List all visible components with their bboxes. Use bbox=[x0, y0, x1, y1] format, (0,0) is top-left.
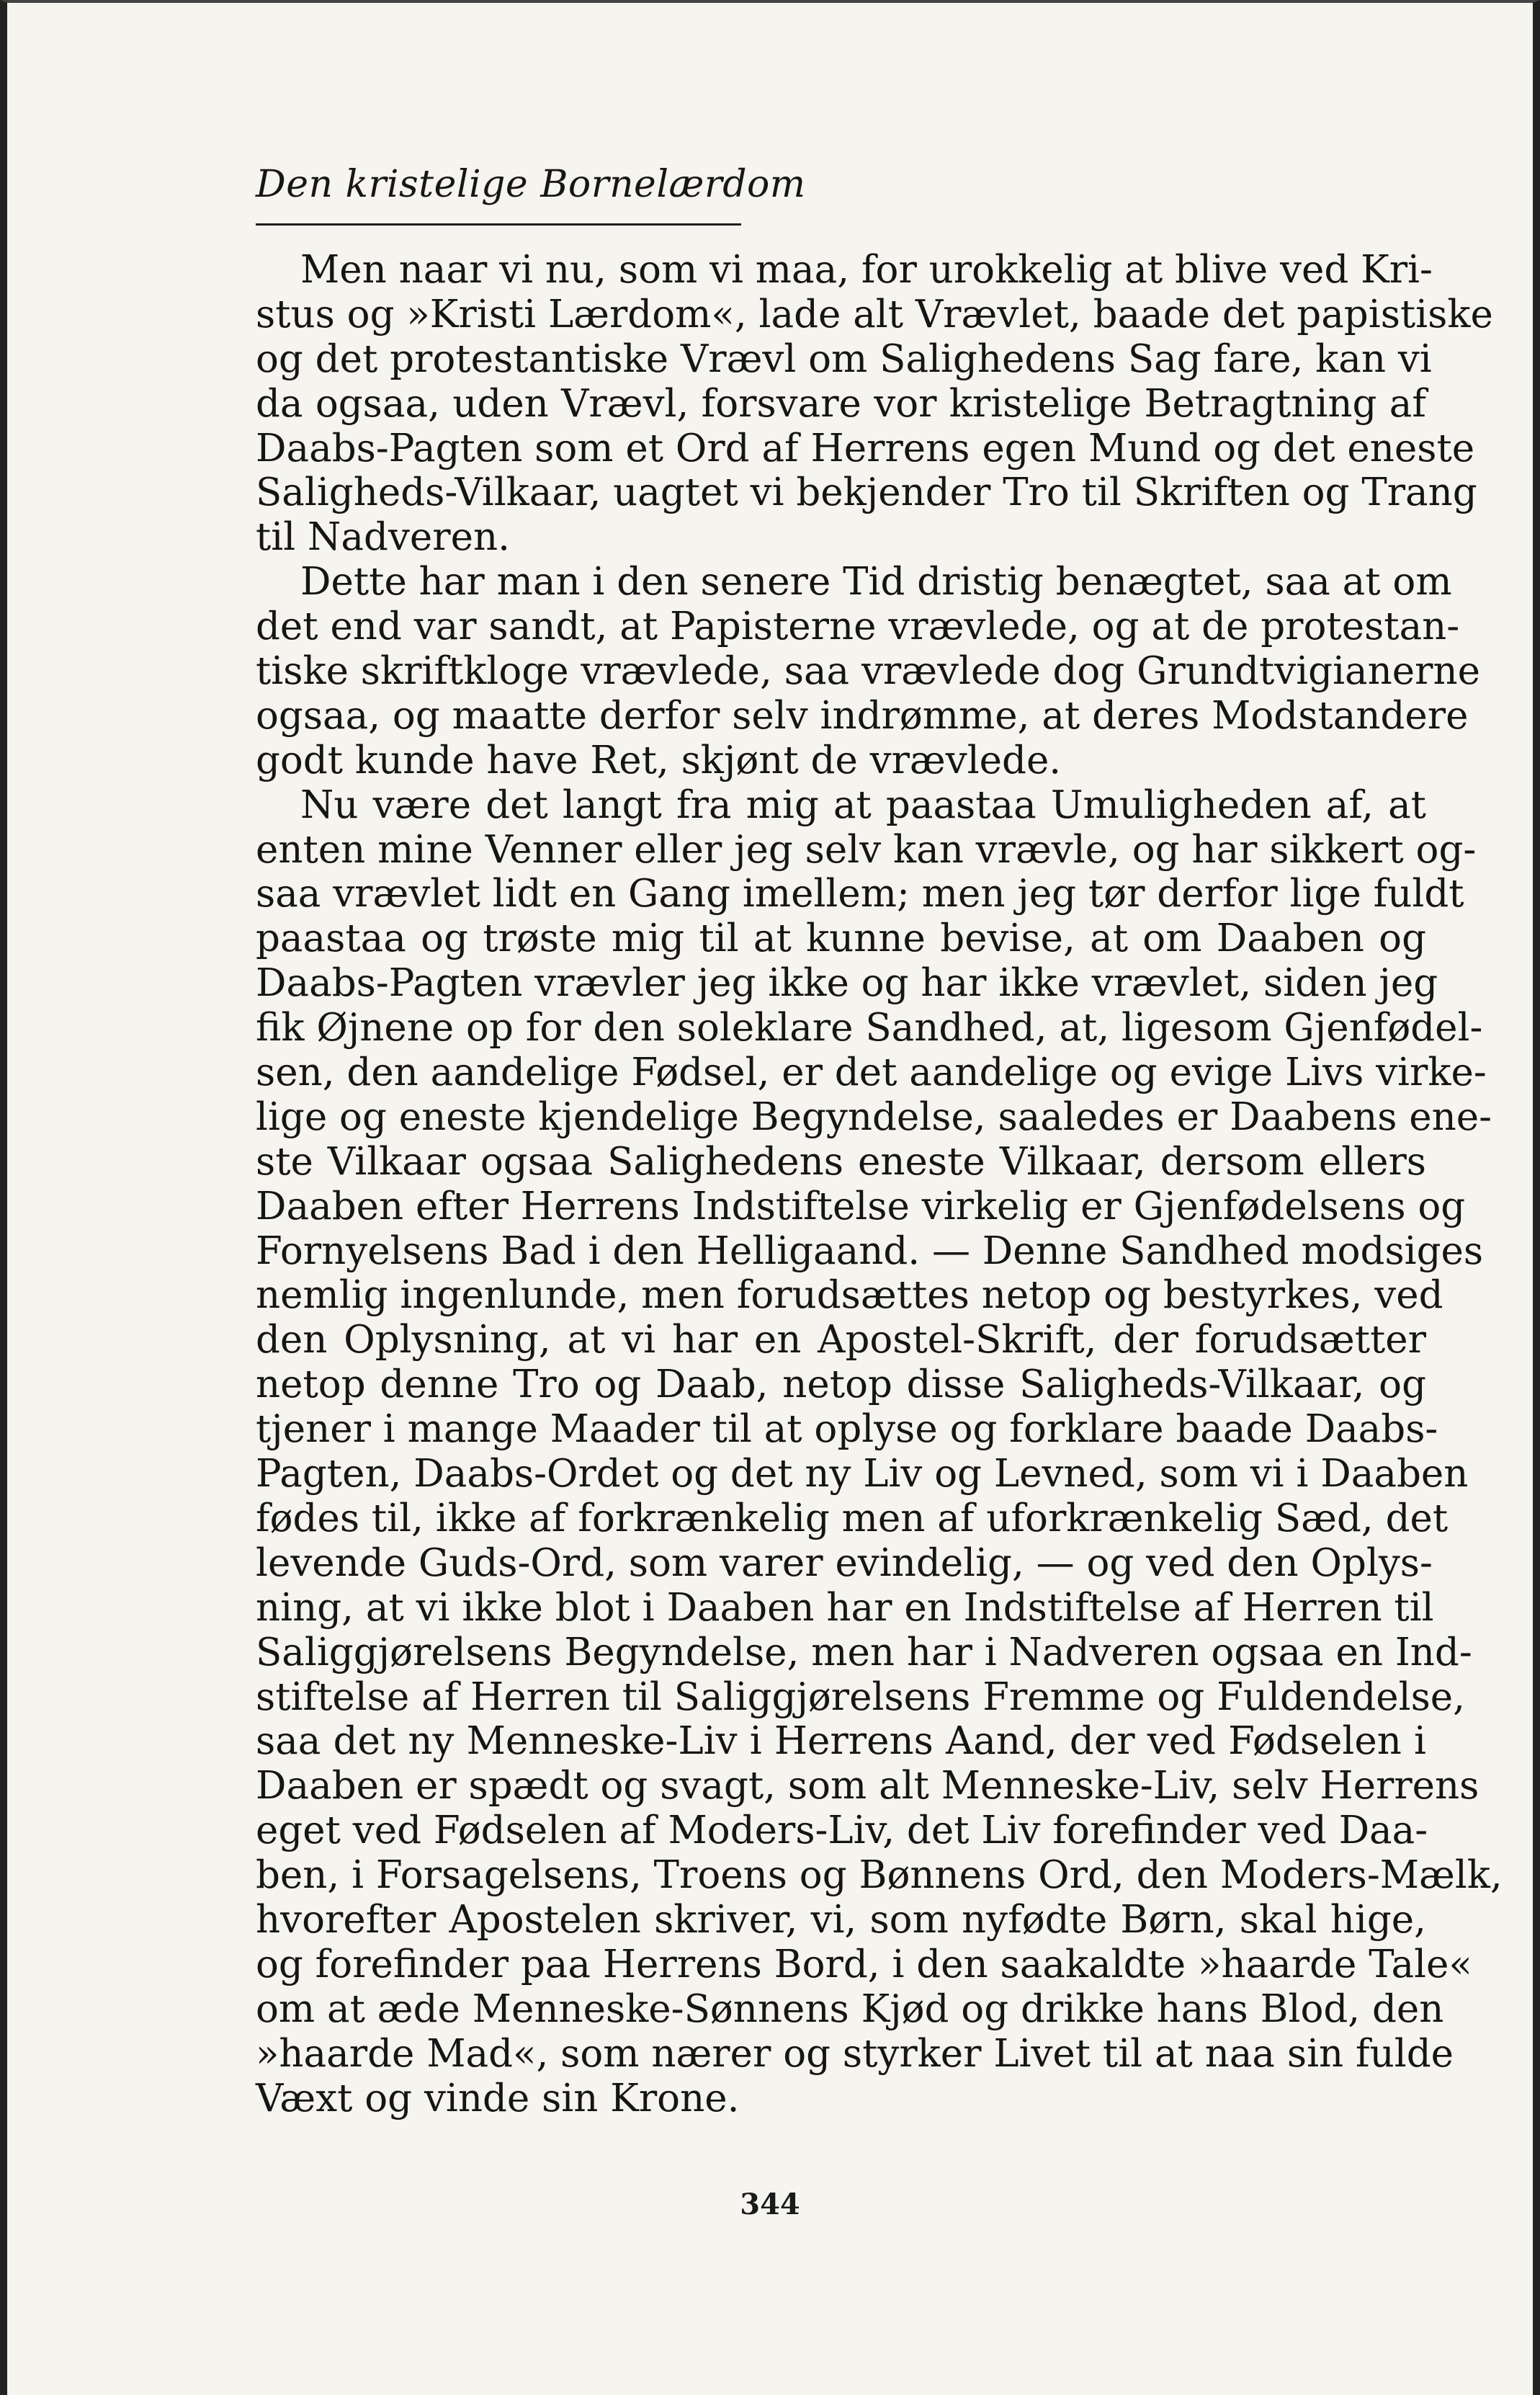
page-number: 344 bbox=[740, 2187, 800, 2221]
text-line: paastaa og trøste mig til at kunne bevise, at om Daaben og bbox=[256, 916, 1426, 961]
text-line: eget ved Fødselen af Moders-Liv, det Liv forefinder ved Daa- bbox=[256, 1808, 1428, 1853]
paragraph bbox=[256, 560, 1480, 782]
text-line: ning, at vi ikke blot i Daaben har en Indstiftelse af Herren til bbox=[256, 1585, 1434, 1630]
text-line: Fornyelsens Bad i den Helligaand. — Denne Sandhed modsiges bbox=[256, 1228, 1484, 1273]
text-line: ogsaa, og maatte derfor selv indrømme, at deres Modstandere bbox=[256, 693, 1469, 738]
text-line: ste Vilkaar ogsaa Salighedens eneste Vilkaar, dersom ellers bbox=[256, 1139, 1426, 1184]
text-line: det end var sandt, at Papisterne vrævlede, og at de protestan- bbox=[256, 605, 1460, 649]
text-line: Daaben er spædt og svagt, som alt Menneske-Liv, selv Herrens bbox=[256, 1764, 1479, 1808]
text-line: enten mine Venner eller jeg selv kan vrævle, og har sikkert og- bbox=[256, 827, 1477, 872]
text-line: tiske skriftkloge vrævlede, saa vrævlede dog Grundtvigianerne bbox=[256, 649, 1480, 694]
text-line: Saligheds-Vilkaar, uagtet vi bekjender Tro til Skriften og Trang bbox=[256, 470, 1477, 515]
text-line: fik Øjnene op for den soleklare Sandhed, at, ligesom Gjenfødel- bbox=[256, 1006, 1483, 1051]
text-line: lige og eneste kjendelige Begyndelse, saaledes er Daabens ene- bbox=[256, 1094, 1492, 1139]
text-line: stus og »Kristi Lærdom«, lade alt Vrævlet, baade det papistiske bbox=[256, 292, 1493, 336]
text-line: Dette har man i den senere Tid dristig benægtet, saa at om bbox=[300, 560, 1452, 605]
text-line: fødes til, ikke af forkrænkelig men af uforkrænkelig Sæd, det bbox=[256, 1496, 1449, 1540]
text-line: netop denne Tro og Daab, netop disse Saligheds-Vilkaar, og bbox=[256, 1362, 1426, 1407]
paragraph bbox=[256, 782, 1503, 2121]
text-line: Daabs-Pagten vrævler jeg ikke og har ikke vrævlet, siden jeg bbox=[256, 961, 1438, 1006]
text-line: godt kunde have Ret, skjønt de vrævlede. bbox=[256, 738, 1062, 782]
text-line: Pagten, Daabs-Ordet og det ny Liv og Levned, som vi i Daaben bbox=[256, 1452, 1469, 1497]
text-line: saa vrævlet lidt en Gang imellem; men jeg tør derfor lige fuldt bbox=[256, 872, 1464, 916]
text-line: sen, den aandelige Fødsel, er det aandelige og evige Livs virke- bbox=[256, 1051, 1487, 1095]
text-line: og det protestantiske Vrævl om Salighedens Sag fare, kan vi bbox=[256, 336, 1432, 381]
text-line: nemlig ingenlunde, men forudsættes netop og bestyrkes, ved bbox=[256, 1273, 1443, 1318]
text-line: stiftelse af Herren til Saliggjørelsens Fremme og Fuldendelse, bbox=[256, 1674, 1466, 1719]
text-line: Daabs-Pagten som et Ord af Herrens egen Mund og det eneste bbox=[256, 426, 1475, 470]
text-line: saa det ny Menneske-Liv i Herrens Aand, der ved Fødselen i bbox=[256, 1719, 1426, 1764]
text-line: »haarde Mad«, som nærer og styrker Livet til at naa sin fulde bbox=[256, 2031, 1454, 2076]
text-line: den Oplysning, at vi har en Apostel-Skrift, der forudsætter bbox=[256, 1318, 1426, 1362]
text-line: Nu være det langt fra mig at paastaa Umuligheden af, at bbox=[300, 782, 1426, 827]
text-line: da ogsaa, uden Vrævl, forsvare vor kristelige Betragtning af bbox=[256, 381, 1426, 426]
paragraph bbox=[256, 248, 1493, 560]
body-text bbox=[256, 248, 1503, 2120]
running-title: Den kristelige Bornelærdom bbox=[256, 163, 806, 206]
text-line: Daaben efter Herrens Indstiftelse virkelig er Gjenfødelsens og bbox=[256, 1184, 1466, 1228]
text-line: ben, i Forsagelsens, Troens og Bønnens Ord, den Moders-Mælk, bbox=[256, 1853, 1503, 1898]
text-line: hvorefter Apostelen skriver, vi, som nyfødte Børn, skal hige, bbox=[256, 1897, 1426, 1942]
text-line: Væxt og vinde sin Krone. bbox=[256, 2076, 740, 2120]
text-line: om at æde Menneske-Sønnens Kjød og drikke hans Blod, den bbox=[256, 1986, 1444, 2031]
text-line: og forefinder paa Herrens Bord, i den saakaldte »haarde Tale« bbox=[256, 1942, 1472, 1986]
text-line: tjener i mange Maader til at oplyse og forklare baade Daabs- bbox=[256, 1407, 1438, 1452]
text-line: levende Guds-Ord, som varer evindelig, — og ved den Oplys- bbox=[256, 1540, 1433, 1585]
text-line: til Nadveren. bbox=[256, 515, 510, 560]
text-line: Men naar vi nu, som vi maa, for urokkelig at blive ved Kri- bbox=[300, 248, 1433, 292]
header-rule bbox=[256, 223, 741, 226]
text-line: Saliggjørelsens Begyndelse, men har i Nadveren ogsaa en Ind- bbox=[256, 1630, 1472, 1674]
